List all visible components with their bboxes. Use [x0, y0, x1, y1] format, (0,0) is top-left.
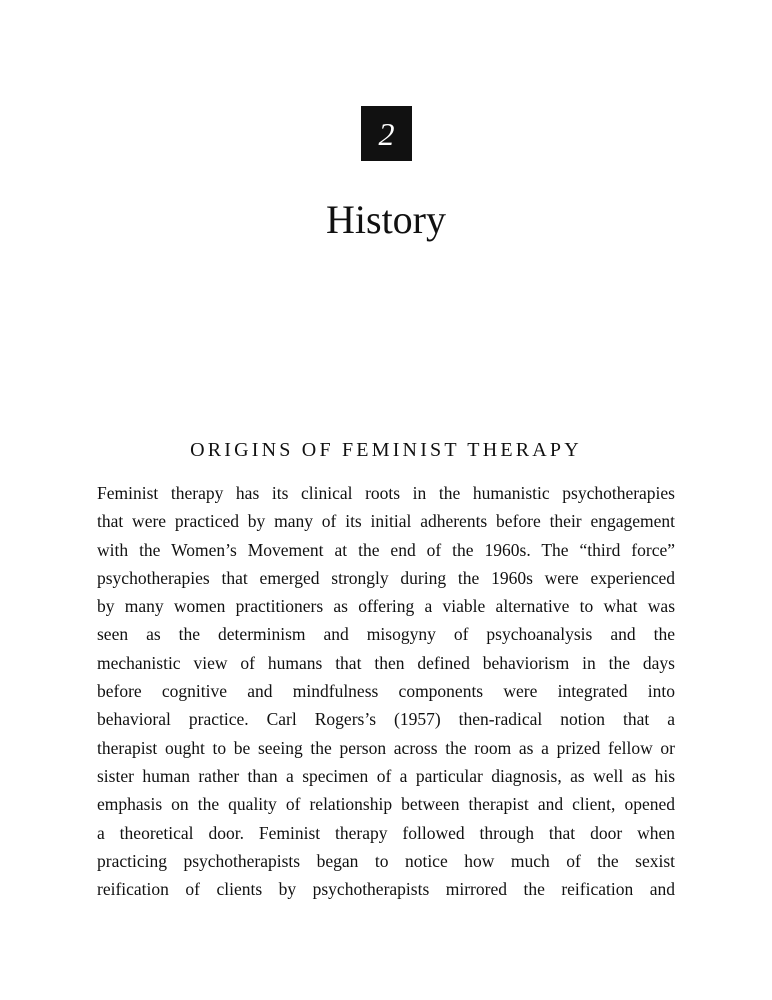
- text-line: a theoretical door. Feminist therapy followed through that door when: [97, 822, 675, 843]
- text-line: with the Women’s Movement at the end of the 1960s. The “third force”: [97, 539, 675, 560]
- text-line: behavioral practice. Carl Rogers’s (1957) then-radical notion that a: [97, 709, 675, 730]
- text-line: practicing psychotherapists began to notice how much of the sexist: [97, 850, 675, 871]
- text-line: Feminist therapy has its clinical roots in the humanistic psychotherapies: [97, 483, 675, 503]
- text-line: by many women practitioners as offering a viable alternative to what was: [97, 596, 675, 617]
- text-line: that were practiced by many of its initial adherents before their engagement: [97, 511, 675, 532]
- section-heading: ORIGINS OF FEMINIST THERAPY: [190, 439, 582, 461]
- text-line: mechanistic view of humans that then defined behaviorism in the days: [97, 652, 675, 673]
- text-line: therapist ought to be seeing the person across the room as a prized fellow or: [97, 737, 675, 758]
- chapter-number: 2: [378, 115, 395, 152]
- text-line: reification of clients by psychotherapists mirrored the reification and: [97, 879, 675, 900]
- body-paragraph: [97, 479, 675, 903]
- text-line: emphasis on the quality of relationship between therapist and client, opened: [97, 794, 675, 815]
- chapter-title: History: [326, 197, 446, 242]
- chapter-number-box: [361, 106, 412, 161]
- text-line: before cognitive and mindfulness components were integrated into: [97, 681, 675, 702]
- text-line: psychotherapies that emerged strongly during the 1960s were experienced: [97, 567, 675, 588]
- text-line: seen as the determinism and misogyny of psychoanalysis and the: [97, 624, 675, 645]
- text-line: sister human rather than a specimen of a particular diagnosis, as well as his: [97, 765, 675, 786]
